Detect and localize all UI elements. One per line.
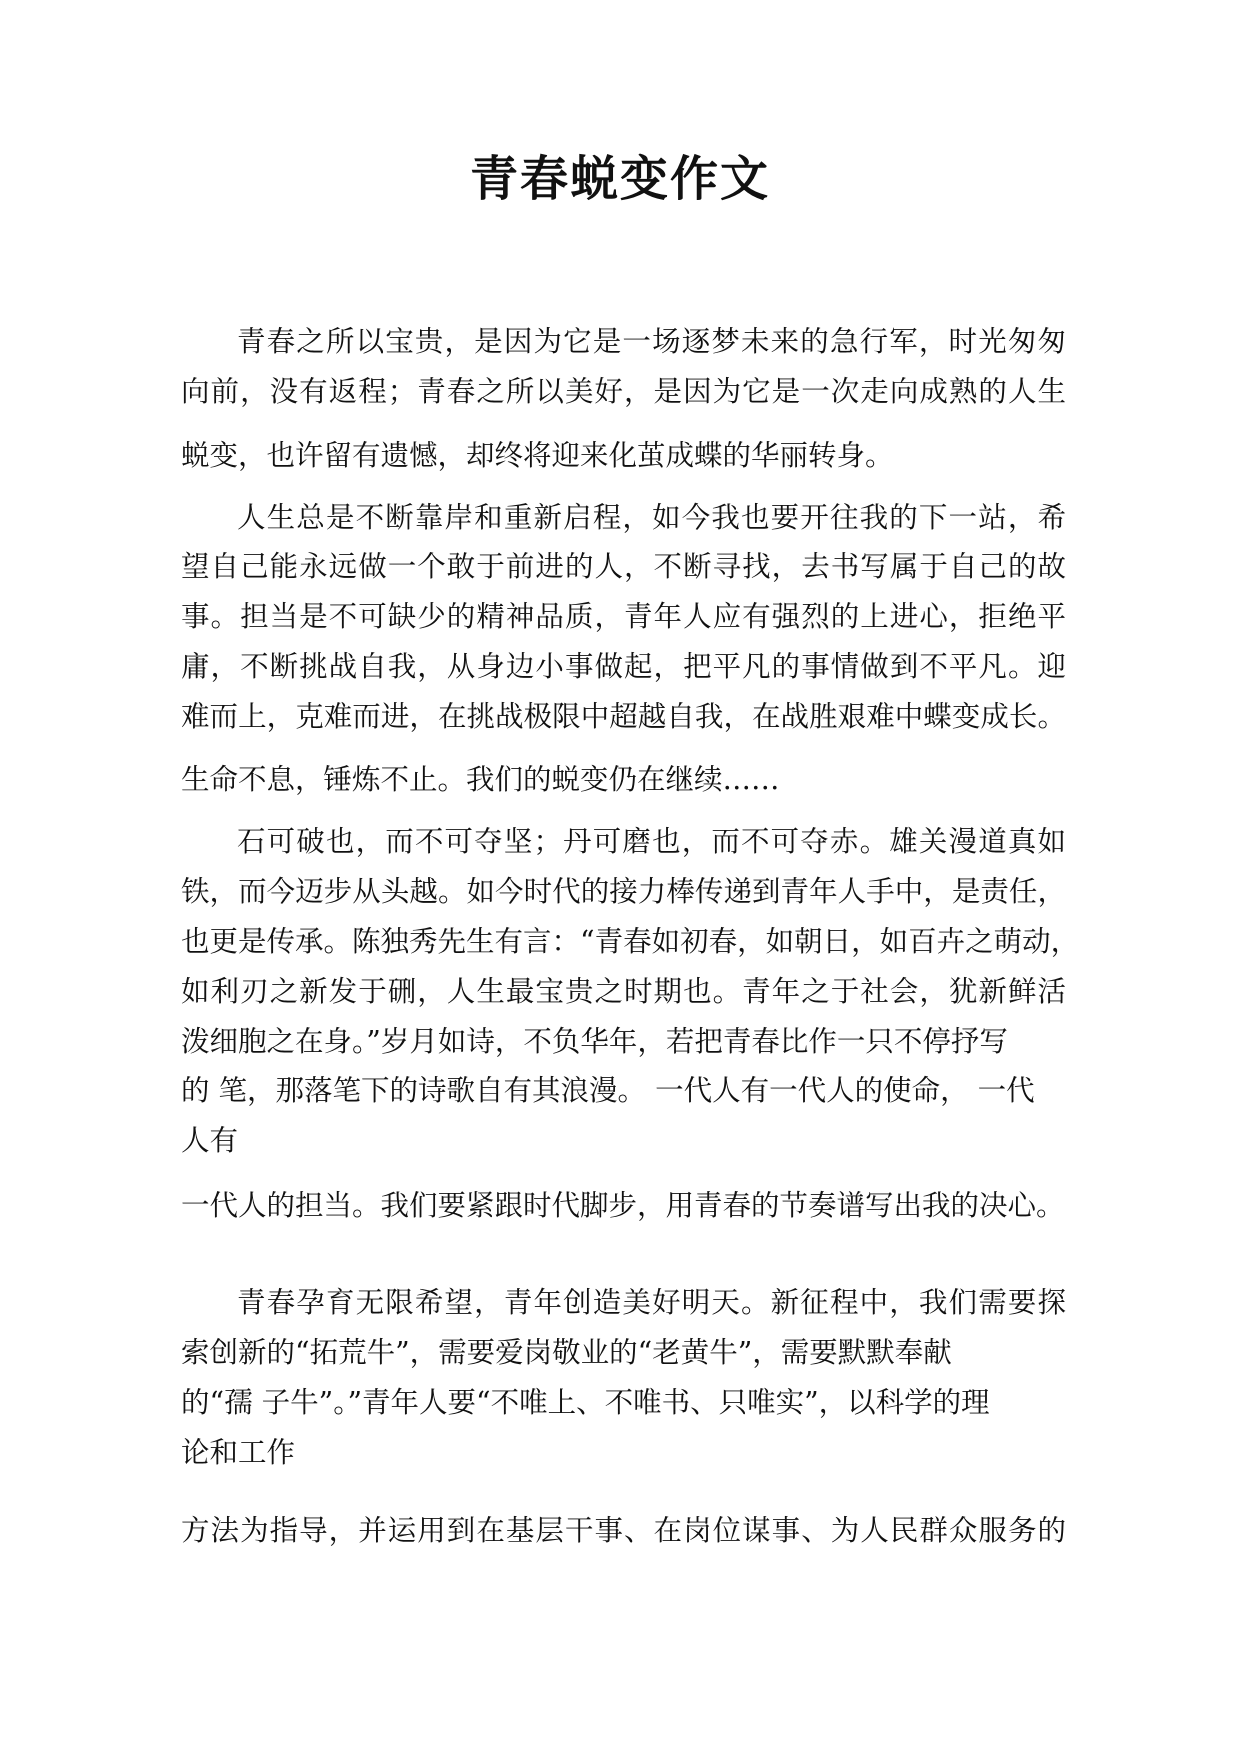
paragraph-line: 论和工作 (181, 1436, 296, 1469)
paragraph-line: 索创新的“拓荒牛”，需要爱岗敬业的“老黄牛”，需要默默奉献 (181, 1336, 952, 1369)
paragraph-line: 的 笔，那落笔下的诗歌自有其浪漫。 一代人有一代人的使命， 一代 (181, 1074, 1035, 1107)
paragraph-line: 人有 (181, 1124, 239, 1157)
paragraph-line: 青春之所以宝贵，是因为它是一场逐梦未来的急行军，时光匆匆 (237, 325, 1066, 358)
paragraph-line: 事。担当是不可缺少的精神品质，青年人应有强烈的上进心，拒绝平 (181, 600, 1066, 633)
paragraph-line: 望自己能永远做一个敢于前进的人，不断寻找，去书写属于自己的故 (181, 550, 1066, 583)
paragraph-line: 蜕变，也许留有遗憾，却终将迎来化茧成蝶的华丽转身。 (181, 439, 894, 472)
paragraph-line: 庸，不断挑战自我，从身边小事做起，把平凡的事情做到不平凡。迎 (181, 650, 1066, 683)
paragraph-line: 也更是传承。陈独秀先生有言：“青春如初春，如朝日，如百卉之萌动， (181, 925, 1080, 958)
paragraph-line: 如利刃之新发于硎，人生最宝贵之时期也。青年之于社会，犹新鲜活 (181, 975, 1066, 1008)
paragraph-line: 生命不息，锤炼不止。我们的蜕变仍在继续…… (181, 763, 780, 796)
paragraph-line: 人生总是不断靠岸和重新启程，如今我也要开往我的下一站，希 (237, 501, 1066, 534)
paragraph-line: 泼细胞之在身。”岁月如诗，不负华年，若把青春比作一只不停抒写 (181, 1025, 1008, 1058)
paragraph-line: 难而上，克难而进，在挑战极限中超越自我，在战胜艰难中蝶变成长。 (181, 700, 1066, 733)
paragraph-line: 向前，没有返程；青春之所以美好，是因为它是一次走向成熟的人生 (181, 375, 1066, 408)
paragraph-line: 的“孺 子牛”。”青年人要“不唯上、不唯书、只唯实”，以科学的理 (181, 1386, 990, 1419)
paragraph-line: 石可破也，而不可夺坚；丹可磨也，而不可夺赤。雄关漫道真如 (237, 825, 1066, 858)
paragraph-line: 铁，而今迈步从头越。如今时代的接力棒传递到青年人手中，是责任， (181, 875, 1066, 908)
paragraph-line: 一代人的担当。我们要紧跟时代脚步，用青春的节奏谱写出我的决心。 (181, 1189, 1065, 1222)
paragraph-line: 青春孕育无限希望，青年创造美好明天。新征程中，我们需要探 (237, 1286, 1066, 1319)
document-title: 青春蜕变作文 (469, 151, 770, 207)
paragraph-line: 方法为指导，并运用到在基层干事、在岗位谋事、为人民群众服务的 (181, 1514, 1066, 1547)
